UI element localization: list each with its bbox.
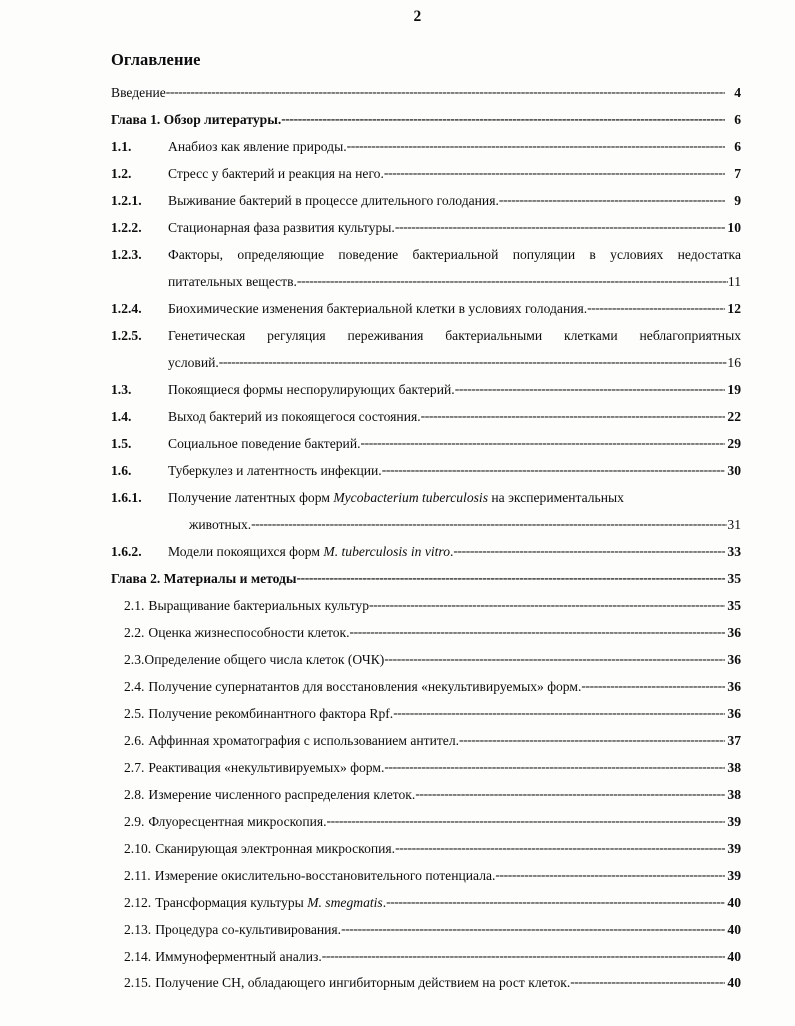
toc-entry[interactable] <box>111 383 741 397</box>
toc-entry-number: 1.2. <box>111 165 132 181</box>
toc-entry[interactable] <box>111 86 741 100</box>
toc-entry-title: Выживание бактерий в процессе длительного голодания. <box>168 192 499 208</box>
toc-entry-page: 29 <box>727 435 741 451</box>
toc-entry[interactable] <box>111 626 741 640</box>
toc-entry-page: 40 <box>727 948 741 964</box>
leader-dots <box>384 166 725 180</box>
toc-entry[interactable] <box>111 923 741 937</box>
toc-entry-title: Иммуноферментный анализ. <box>155 948 322 964</box>
toc-entry-title: Выращивание бактериальных культур <box>148 597 370 613</box>
toc-entry-title: Получение латентных форм Mycobacterium tuberculosis на экспериментальных <box>168 489 624 505</box>
toc-entry[interactable] <box>111 464 741 478</box>
species-name: M. tuberculosis in vitro <box>323 543 450 559</box>
toc-entry-page: 7 <box>734 165 741 181</box>
toc-entry-page: 4 <box>734 85 741 100</box>
toc-entry-number: 1.6.2. <box>111 543 142 559</box>
leader-dots <box>341 922 725 936</box>
page-number: 2 <box>413 8 422 25</box>
leader-dots <box>455 382 725 396</box>
toc-entry[interactable] <box>111 194 741 208</box>
toc-entry-number: 1.5. <box>111 435 132 451</box>
toc-entry-title: Глава 1. Обзор литературы. <box>111 111 282 127</box>
toc-entry-title: Оценка жизнеспособности клеток. <box>148 624 350 640</box>
toc-entry-page: 40 <box>727 921 741 937</box>
toc-entry-number: 2.1. <box>124 597 145 613</box>
toc-entry-number: 2.9. <box>124 813 145 829</box>
toc-entry-page: 9 <box>734 192 741 208</box>
toc-entry[interactable] <box>111 545 741 559</box>
toc-entry[interactable] <box>111 248 741 289</box>
toc-entry-line-first <box>111 329 741 343</box>
toc-entry-title: Туберкулез и латентность инфекции. <box>168 462 382 478</box>
toc-entry-title: Стресс у бактерий и реакция на него. <box>168 165 384 181</box>
toc-entry[interactable] <box>111 437 741 451</box>
toc-entry[interactable] <box>111 869 741 883</box>
toc-entry-title: Трансформация культуры M. smegmatis. <box>155 894 387 910</box>
toc-entry-title-cont: питательных веществ. <box>168 273 297 289</box>
species-name: Mycobacterium tuberculosis <box>333 489 488 505</box>
toc-entry-number: 2.12. <box>124 894 152 910</box>
toc-entry-number: 2.8. <box>124 786 145 802</box>
toc-entry-page: 36 <box>727 651 741 667</box>
toc-entry-page: 33 <box>727 543 741 559</box>
toc-entry-page: 35 <box>727 597 741 613</box>
page-title: Оглавление <box>111 50 201 69</box>
toc-entry[interactable] <box>111 707 741 721</box>
toc-entry[interactable] <box>111 896 741 910</box>
leader-dots <box>453 544 725 558</box>
toc-entry-title: Генетическая регуляция переживания бактериальными клетками неблагоприятных <box>168 327 741 343</box>
leader-dots <box>327 814 725 828</box>
toc-entry-title: Стационарная фаза развития культуры. <box>168 219 395 235</box>
toc-entry-title: Получение СН, обладающего ингибиторным действием на рост клеток. <box>155 975 571 991</box>
toc-entry-title: Флуоресцентная микроскопия. <box>148 813 327 829</box>
toc-entry[interactable] <box>111 302 741 316</box>
toc-entry-page: 36 <box>727 678 741 694</box>
toc-entry-page: 12 <box>727 300 741 316</box>
toc-entry-page: 39 <box>727 867 741 883</box>
toc-entry-title: Процедура со-культивирования. <box>155 921 342 937</box>
leader-dots <box>350 625 725 639</box>
toc-entry-page: 19 <box>727 381 741 397</box>
toc-entry[interactable] <box>111 815 741 829</box>
leader-dots <box>495 868 725 882</box>
leader-dots <box>386 895 725 909</box>
toc-entry[interactable] <box>111 329 741 370</box>
toc-entry-number: 2.10. <box>124 840 152 856</box>
leader-dots <box>166 85 725 99</box>
toc-entry-line-second <box>111 356 741 370</box>
toc-entry-page: 22 <box>727 408 741 424</box>
toc-entry[interactable] <box>111 221 741 235</box>
toc-entry-title: Реактивация «некультивируемых» форм. <box>148 759 385 775</box>
leader-dots <box>499 193 725 207</box>
toc-entry-page: 6 <box>734 138 741 154</box>
toc-entry-number: 1.2.3. <box>111 246 142 262</box>
toc-entry[interactable] <box>111 680 741 694</box>
leader-dots <box>581 679 725 693</box>
toc-entry[interactable] <box>111 410 741 424</box>
species-name: M. smegmatis <box>307 894 383 910</box>
toc-entry[interactable] <box>111 734 741 748</box>
toc-entry[interactable] <box>111 113 741 127</box>
toc-entry-title: Модели покоящихся форм M. tuberculosis in vitro. <box>168 543 454 559</box>
toc-entry-page: 36 <box>727 624 741 640</box>
toc-entry-number: 1.6. <box>111 462 132 478</box>
toc-entry-list <box>111 86 741 990</box>
toc-entry-line-second <box>111 275 741 289</box>
leader-dots <box>251 517 727 531</box>
toc-entry-number: 2.7. <box>124 759 145 775</box>
toc-entry-number: 2.4. <box>124 678 145 694</box>
toc-entry-page: 36 <box>727 705 741 721</box>
toc-entry-title: Сканирующая электронная микроскопия. <box>155 840 396 856</box>
toc-entry[interactable] <box>111 572 741 586</box>
toc-entry-number: 2.6. <box>124 732 145 748</box>
leader-dots <box>219 355 728 369</box>
toc-entry-page: 39 <box>727 840 741 856</box>
toc-entry-page: 37 <box>727 732 741 748</box>
toc-entry-number: 2.5. <box>124 705 145 721</box>
leader-dots <box>322 949 725 963</box>
toc-entry-number: 1.2.4. <box>111 300 142 316</box>
toc-entry-number: 2.11. <box>124 867 151 883</box>
toc-entry-page: 40 <box>727 975 741 991</box>
toc-entry[interactable] <box>111 599 741 613</box>
toc-entry-page: 10 <box>727 219 741 235</box>
toc-entry-page: 38 <box>727 786 741 802</box>
toc-entry-title: Измерение численного распределения клеток. <box>148 786 416 802</box>
toc-entry-number: 2.14. <box>124 948 152 964</box>
toc-entry-page: 31 <box>727 516 741 532</box>
toc-entry[interactable] <box>111 491 741 532</box>
toc-entry-title-cont: животных. <box>189 516 252 532</box>
toc-entry-number: 2.13. <box>124 921 152 937</box>
toc-entry-line-first <box>111 248 741 262</box>
toc-entry-number: 1.4. <box>111 408 132 424</box>
leader-dots <box>421 409 725 423</box>
leader-dots <box>384 652 725 666</box>
toc-entry-title: Биохимические изменения бактериальной клетки в условиях голодания. <box>168 300 588 316</box>
toc-entry-title: Глава 2. Материалы и методы <box>111 570 297 586</box>
toc-entry-number: 1.2.1. <box>111 192 142 208</box>
toc-entry-title: Покоящиеся формы неспорулирующих бактерий. <box>168 381 455 397</box>
toc-entry-title: Введение <box>111 85 166 100</box>
leader-dots <box>384 760 725 774</box>
leader-dots <box>395 220 725 234</box>
toc-entry-page: 11 <box>727 273 741 289</box>
toc-entry-number: 1.3. <box>111 381 132 397</box>
toc-entry[interactable] <box>111 167 741 181</box>
leader-dots <box>587 301 725 315</box>
leader-dots <box>570 975 725 989</box>
toc-entry[interactable] <box>111 653 741 667</box>
toc-entry[interactable] <box>111 761 741 775</box>
toc-entry-page: 16 <box>727 354 741 370</box>
table-of-contents <box>111 50 741 1003</box>
toc-entry-number: 1.6.1. <box>111 489 142 505</box>
toc-entry-line-second <box>111 518 741 532</box>
toc-entry-number: 1.2.2. <box>111 219 142 235</box>
toc-entry-page: 40 <box>727 894 741 910</box>
toc-entry-title: Анабиоз как явление природы. <box>168 138 347 154</box>
leader-dots <box>459 733 725 747</box>
leader-dots <box>297 571 725 585</box>
toc-entry-page: 38 <box>727 759 741 775</box>
leader-dots <box>382 463 725 477</box>
toc-entry-title-cont: условий. <box>168 354 219 370</box>
toc-entry[interactable] <box>111 788 741 802</box>
toc-entry[interactable] <box>111 976 741 990</box>
toc-entry-title: Получение супернатантов для восстановления «некультивируемых» форм. <box>148 678 582 694</box>
toc-entry-title: Аффинная хроматография с использованием антител. <box>148 732 459 748</box>
leader-dots <box>361 436 725 450</box>
leader-dots <box>369 598 725 612</box>
toc-entry-title: Получение рекомбинантного фактора Rpf. <box>148 705 394 721</box>
toc-entry[interactable] <box>111 842 741 856</box>
toc-entry-number: 1.1. <box>111 138 132 154</box>
leader-dots <box>281 112 725 126</box>
toc-entry[interactable] <box>111 140 741 154</box>
leader-dots <box>347 139 725 153</box>
toc-entry-title: Социальное поведение бактерий. <box>168 435 361 451</box>
toc-entry-line-first <box>111 491 741 505</box>
toc-entry-number: 2.3. <box>124 651 145 667</box>
toc-entry-title: Измерение окислительно-восстановительного потенциала. <box>154 867 496 883</box>
toc-entry-page: 39 <box>727 813 741 829</box>
toc-entry-title: Факторы, определяющие поведение бактериальной популяции в условиях недостатка <box>168 246 741 262</box>
leader-dots <box>297 274 728 288</box>
leader-dots <box>395 841 725 855</box>
toc-entry-number: 2.15. <box>124 975 152 991</box>
leader-dots <box>393 706 725 720</box>
toc-entry-number: 2.2. <box>124 624 145 640</box>
toc-entry-title: Выход бактерий из покоящегося состояния. <box>168 408 421 424</box>
toc-entry-number: 1.2.5. <box>111 327 142 343</box>
leader-dots <box>415 787 725 801</box>
toc-entry-page: 6 <box>734 111 741 127</box>
toc-entry-page: 30 <box>727 462 741 478</box>
toc-entry[interactable] <box>111 950 741 964</box>
toc-entry-page: 35 <box>727 570 741 586</box>
toc-entry-title: Определение общего числа клеток (ОЧК) <box>144 651 385 667</box>
